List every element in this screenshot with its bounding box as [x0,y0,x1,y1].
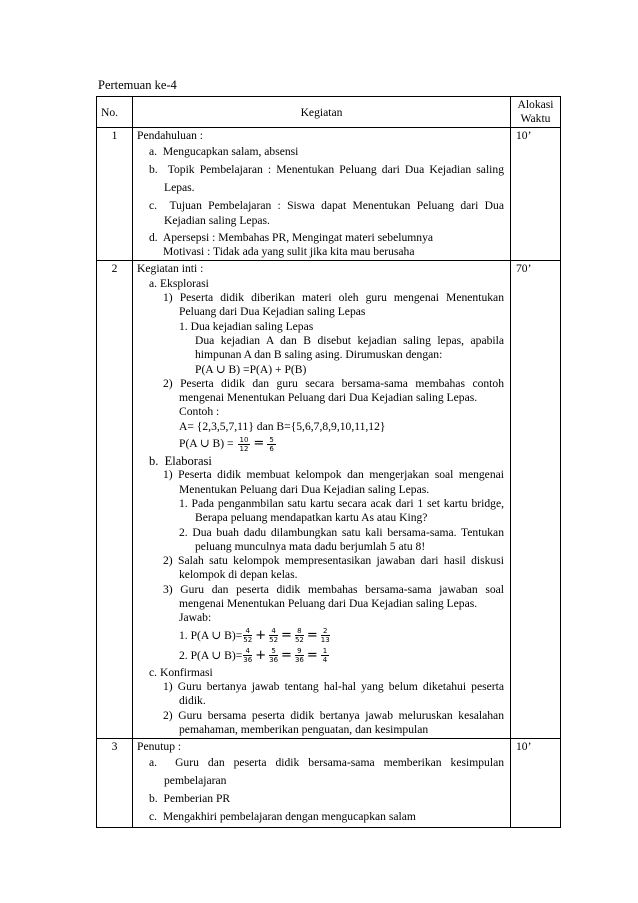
fraction: $\frac{9}{36}$ [294,647,304,665]
subsection-label: c. Konfirmasi [149,665,213,679]
list-item: 2) Salah satu kelompok mempresentasikan jawaban dari hasil diskusi kelompok di depan kelas. [163,554,504,582]
fraction: $\frac{10}{12}$ [239,435,249,453]
list-item: 1) Peserta didik membuat kelompok dan mengerjakan soal mengenai Menentukan Peluang dari Dua Kejadian saling Lepas. [163,468,504,496]
table-row [97,261,561,739]
formula: P(A ∪ B) =P(A) + P(B) [195,362,307,376]
list-item: 2) Guru bersama peserta didik bertanya jawab meluruskan kesalahan pemahaman, memberikan penguatan, dan kesimpulan [163,708,504,736]
row-time: 70’ [511,261,561,739]
row-time: 10’ [511,128,561,261]
question: 1. Pada penganmbilan satu kartu secara acak dari 1 set kartu bridge, Berapa peluang mendapatkan kartu As atau King? [179,496,504,525]
example-calculation: P(A ∪ B) = $\frac{10}{12}$ = $\frac{5}{6}$ [179,435,274,453]
fraction: $\frac{4}{36}$ [243,647,253,665]
row-time: 10’ [511,739,561,828]
row-number: 2 [97,261,133,739]
row-kegiatan [133,261,511,739]
list-item-continuation: Motivasi : Tidak ada yang sulit jika kita mau berusaha [163,245,415,259]
row-number: 1 [97,128,133,261]
subsection-label: b. Elaborasi [149,454,212,469]
answer-2: 2. P(A ∪ B)= $\frac{4}{36}$ + $\frac{5}{36}$ = $\frac{9}{36}$ = $\frac{1}{4}$ [179,647,328,665]
row-kegiatan [133,739,511,828]
list-item: 1) Guru bertanya jawab tentang hal-hal yang belum diketahui peserta didik. [163,679,504,708]
list-item: c. Mengakhiri pembelajaran dengan mengucapkan salam [149,810,416,824]
list-item: d. Apersepsi : Membahas PR, Mengingat materi sebelumnya [149,230,434,244]
question: 2. Dua buah dadu dilambungkan satu kali bersama-sama. Tentukan peluang munculnya mata dadu berjumlah 5 atu 8! [179,525,504,553]
section-title: Penutup : [137,740,182,754]
answer-label: Jawab: [179,611,212,625]
section-title: Kegiatan inti : [137,262,204,276]
list-item: b. Pemberian PR [149,792,231,806]
list-item: 1. Dua kejadian saling Lepas [179,319,314,333]
lesson-plan-table [96,96,561,828]
example-label: Contoh : [179,405,220,419]
list-item: 2) Peserta didik dan guru secara bersama-sama membahas contoh mengenai Menentukan Peluang dari Dua Kejadian saling Lepas. [163,376,504,405]
fraction: $\frac{8}{52}$ [294,627,304,645]
list-item: 1) Peserta didik diberikan materi oleh guru mengenai Menentukan Peluang dari Dua Kejadian saling Lepas [163,291,504,319]
header-kegiatan: Kegiatan [133,97,511,128]
list-item: c. Tujuan Pembelajaran : Siswa dapat Menentukan Peluang dari Dua Kejadian saling Lepas. [149,199,504,227]
table-row [97,739,561,828]
row-number: 3 [97,739,133,828]
header-no: No. [97,97,133,128]
fraction: $\frac{1}{4}$ [322,647,328,665]
answer-1: 1. P(A ∪ B)= $\frac{4}{52}$ + $\frac{4}{52}$ = $\frac{8}{52}$ = $\frac{2}{13}$ [179,627,330,645]
sets: A= {2,3,5,7,11} dan B={5,6,7,8,9,10,11,12} [179,419,386,433]
fraction: $\frac{4}{52}$ [269,627,279,645]
table-row [97,128,561,261]
list-item: 3) Guru dan peserta didik membahas bersama-sama jawaban soal mengenai Menentukan Peluang dari Dua Kejadian saling Lepas. [163,582,504,611]
header-alokasi-waktu: Alokasi Waktu [511,97,561,128]
fraction: $\frac{4}{52}$ [243,627,253,645]
fraction: $\frac{5}{6}$ [269,435,274,453]
page-heading: Pertemuan ke-4 [98,78,177,92]
paragraph: Dua kejadian A dan B disebut kejadian saling lepas, apabila himpunan A dan B saling asing. Dirumuskan dengan: [195,333,504,362]
section-title: Pendahuluan : [137,129,204,142]
subsection-label: a. Eksplorasi [149,276,209,290]
list-item: a. Mengucapkan salam, absensi [149,145,299,159]
table-header-row [97,97,561,128]
list-item: b. Topik Pembelajaran : Menentukan Peluang dari Dua Kejadian saling Lepas. [149,163,504,195]
list-item: a. Guru dan peserta didik bersama-sama memberikan kesimpulan pembelajaran [149,756,505,788]
fraction: $\frac{5}{36}$ [269,647,279,665]
row-kegiatan [133,128,511,261]
fraction: $\frac{2}{13}$ [320,627,330,645]
